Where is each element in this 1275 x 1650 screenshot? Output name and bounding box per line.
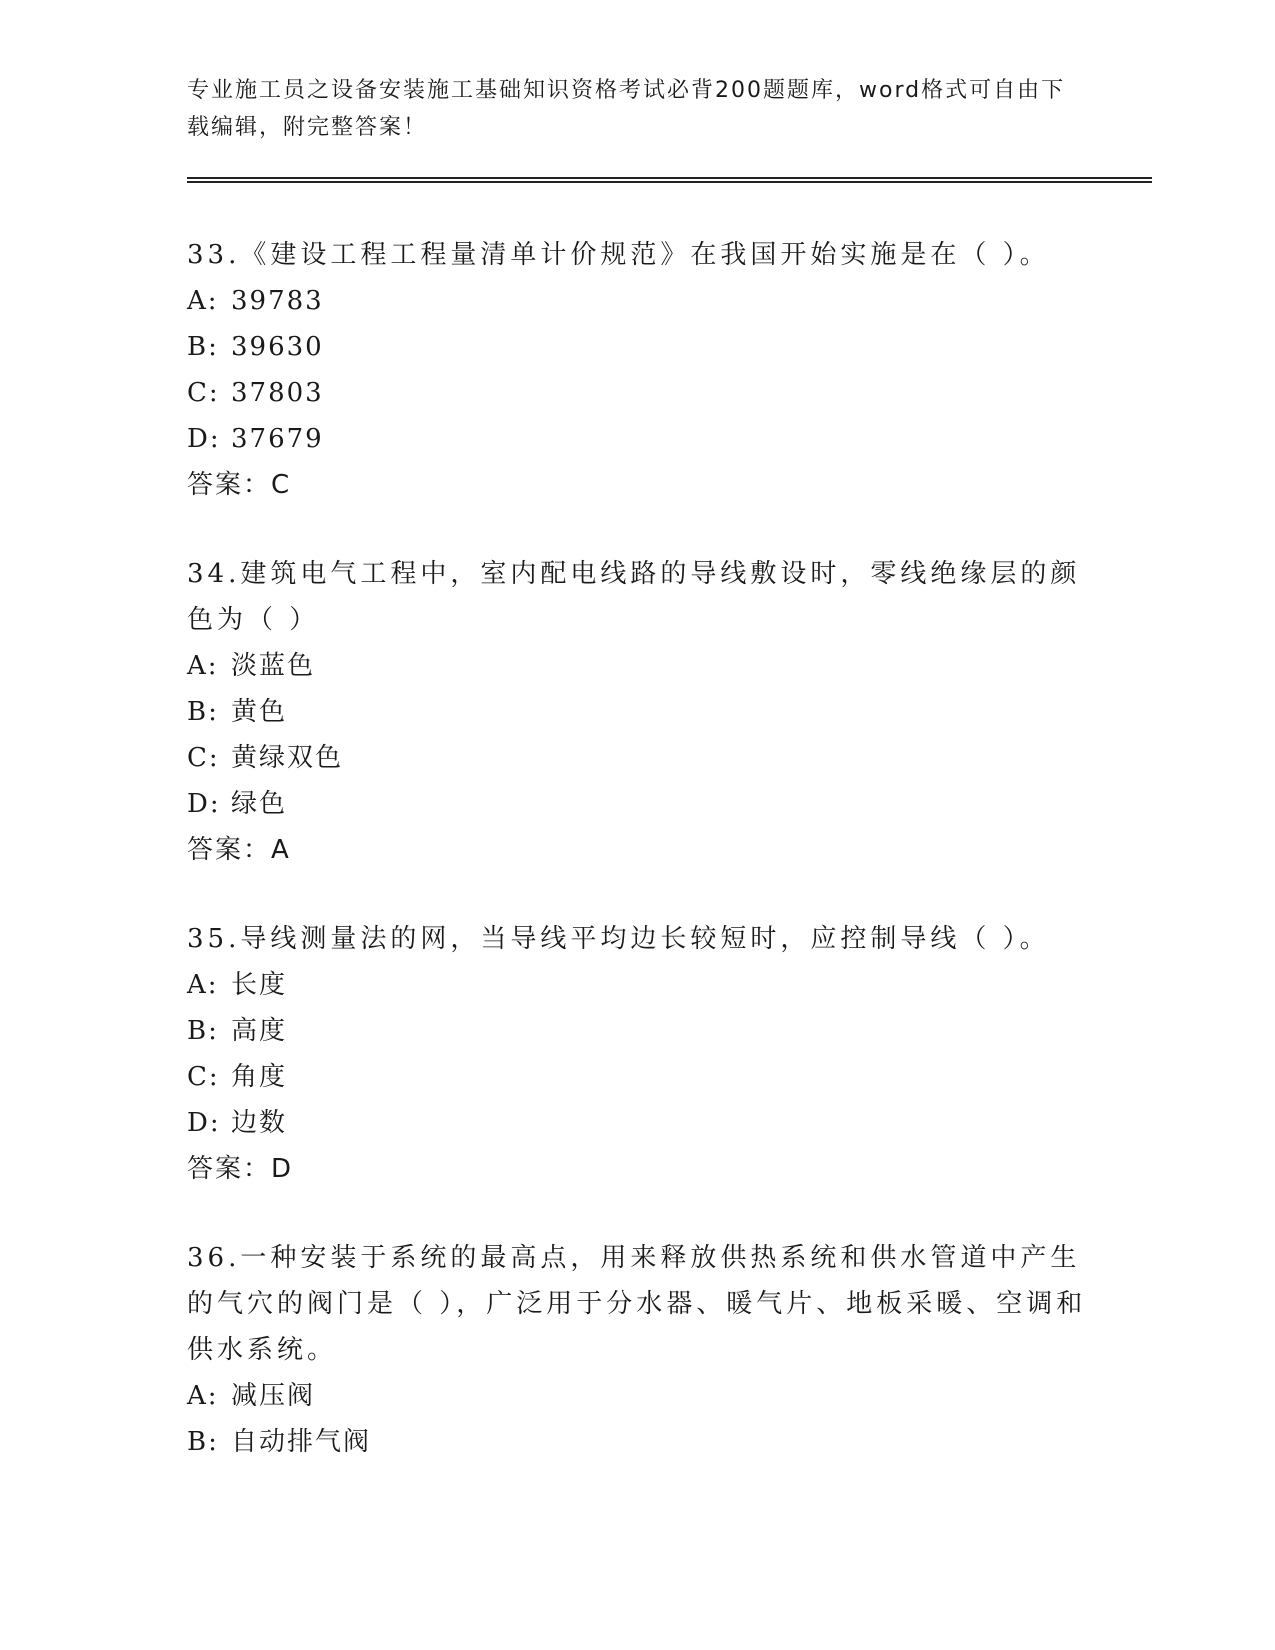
option-letter: B: [187, 1016, 219, 1046]
option-letter: D: [187, 1108, 221, 1138]
option-letter: A: [187, 651, 219, 681]
option-c [187, 735, 1087, 781]
option-text: 黄绿双色 [231, 743, 344, 773]
option-a [187, 643, 1087, 689]
option-c [187, 1054, 1087, 1100]
header-divider [187, 177, 1152, 183]
question-stem: 35.导线测量法的网，当导线平均边长较短时，应控制导线（ ）。 [187, 924, 1050, 954]
option-letter: A: [187, 286, 219, 316]
option-letter: A: [187, 1381, 219, 1411]
question-33 [187, 232, 1087, 508]
option-b [187, 1008, 1087, 1054]
option-c [187, 370, 1087, 416]
question-35 [187, 916, 1087, 1192]
question-34 [187, 551, 1087, 873]
option-d [187, 781, 1087, 827]
option-letter: B: [187, 332, 219, 362]
option-letter: B: [187, 1427, 219, 1457]
option-d [187, 416, 1087, 462]
page-header: 专业施工员之设备安装施工基础知识资格考试必背200题题库，word格式可自由下载编辑，附完整答案！ [187, 78, 1066, 140]
option-text: 绿色 [231, 789, 288, 819]
option-text: 淡蓝色 [231, 651, 316, 681]
option-letter: A: [187, 970, 219, 1000]
option-text: 边数 [231, 1108, 288, 1138]
option-b [187, 1419, 1087, 1465]
option-text: 39630 [231, 332, 324, 362]
option-letter: C: [187, 743, 220, 773]
option-a [187, 278, 1087, 324]
option-text: 长度 [231, 970, 288, 1000]
option-a [187, 962, 1087, 1008]
option-letter: C: [187, 1062, 220, 1092]
option-text: 黄色 [231, 697, 288, 727]
answer-line: 答案：A [187, 835, 291, 865]
answer-line: 答案：D [187, 1154, 294, 1184]
option-letter: D: [187, 424, 221, 454]
question-list [187, 232, 1087, 1508]
option-text: 减压阀 [231, 1381, 316, 1411]
answer-line: 答案：C [187, 470, 292, 500]
option-letter: C: [187, 378, 220, 408]
question-stem: 34.建筑电气工程中，室内配电线路的导线敷设时，零线绝缘层的颜色为（ ） [187, 559, 1081, 635]
option-letter: B: [187, 697, 219, 727]
option-b [187, 689, 1087, 735]
option-a [187, 1373, 1087, 1419]
option-text: 39783 [231, 286, 324, 316]
option-b [187, 324, 1087, 370]
option-text: 37679 [231, 424, 324, 454]
option-letter: D: [187, 789, 221, 819]
option-d [187, 1100, 1087, 1146]
question-stem: 36.一种安装于系统的最高点，用来释放供热系统和供水管道中产生的气穴的阀门是（ ），广泛用于分水器、暖气片、地板采暖、空调和供水系统。 [187, 1243, 1087, 1365]
option-text: 37803 [231, 378, 324, 408]
option-text: 角度 [231, 1062, 288, 1092]
option-text: 自动排气阀 [231, 1427, 372, 1457]
question-36 [187, 1235, 1087, 1465]
option-text: 高度 [231, 1016, 288, 1046]
question-stem: 33.《建设工程工程量清单计价规范》在我国开始实施是在（ ）。 [187, 240, 1050, 270]
